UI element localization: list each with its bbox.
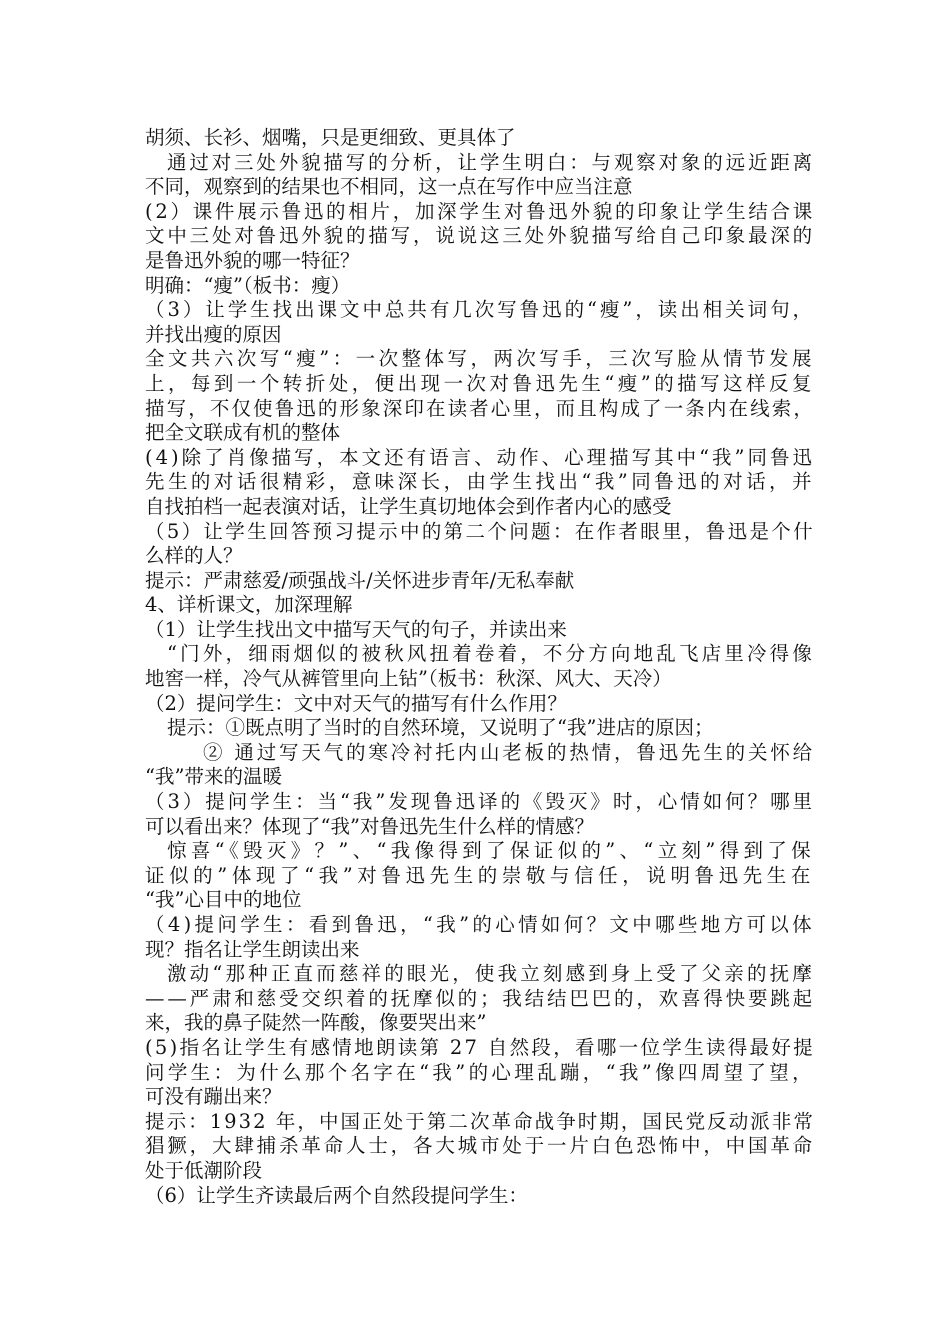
- text-line: 4、详析课文，加深理解: [145, 593, 353, 617]
- text-line: 地窖一样，冷气从裤管里向上钻”（板书：秋深、风大、天冷）: [145, 667, 672, 691]
- text-line: ——严肃和慈受交织着的抚摩似的；我结结巴巴的，欢喜得快要跳起: [145, 986, 815, 1010]
- text-line: 问学生：为什么那个名字在“我”的心理乱蹦，“我”像四周望了望，: [145, 1060, 815, 1084]
- text-line: 先生的对话很精彩，意味深长，由学生找出“我”同鲁迅的对话，并: [145, 470, 815, 494]
- text-line: （1）让学生找出文中描写天气的句子，并读出来: [145, 617, 567, 641]
- text-line: 全文共六次写“瘦”：一次整体写，两次写手，三次写脸从情节发展: [145, 347, 815, 371]
- text-line: 么样的人？: [145, 544, 243, 568]
- text-line: （6）让学生齐读最后两个自然段提问学生：: [145, 1183, 528, 1207]
- text-line: 自找拍档一起表演对话，让学生真切地体会到作者内心的感受: [145, 494, 672, 518]
- text-line: 激动“那种正直而慈祥的眼光，使我立刻感到身上受了父亲的抚摩: [167, 962, 815, 986]
- text-line: 胡须、长衫、烟嘴，只是更细致、更具体了: [145, 126, 516, 149]
- text-line: 现？指名让学生朗读出来: [145, 937, 360, 961]
- text-line: 通过对三处外貌描写的分析，让学生明白：与观察对象的远近距离: [167, 150, 815, 174]
- text-line: 上，每到一个转折处，便出现一次对鲁迅先生“瘦”的描写这样反复: [145, 371, 815, 395]
- text-line: 是鲁迅外貌的哪一特征？: [145, 248, 360, 272]
- text-line: （3）让学生找出课文中总共有几次写鲁迅的“瘦”，读出相关词句，: [145, 298, 815, 322]
- text-line: “门外，细雨烟似的被秋风扭着卷着，不分方向地乱飞店里冷得像: [167, 642, 815, 666]
- text-line: 把全文联成有机的整体: [145, 421, 341, 445]
- text-line: （4)提问学生：看到鲁迅，“我”的心情如何？文中哪些地方可以体: [145, 913, 815, 936]
- text-line: 证似的”体现了“我”对鲁迅先生的崇敬与信任，说明鲁迅先生在: [145, 863, 815, 887]
- text-line: “我”心目中的地位: [145, 888, 302, 912]
- text-line: 惊喜“《毁灭》？”、“我像得到了保证似的”、“立刻”得到了保: [167, 839, 815, 863]
- text-line: （3）提问学生：当“我”发现鲁迅译的《毁灭》时，心情如何？哪里: [145, 790, 815, 814]
- text-line: 并找出瘦的原因: [145, 322, 282, 346]
- text-line: ② 通过写天气的寒冷衬托内山老板的热情，鲁迅先生的关怀给: [203, 740, 815, 764]
- text-line: (5)指名让学生有感情地朗读第 27 自然段，看哪一位学生读得最好提: [145, 1035, 815, 1059]
- text-line: （5）让学生回答预习提示中的第二个问题：在作者眼里，鲁迅是个什: [145, 519, 815, 543]
- text-line: 不同，观察到的结果也不相同，这一点在写作中应当注意: [145, 175, 633, 199]
- text-line: 描写，不仅使鲁迅的形象深印在读者心里，而且构成了一条内在线索，: [145, 396, 815, 420]
- text-line: （2）提问学生：文中对天气的描写有什么作用？: [145, 691, 567, 715]
- text-line: 来，我的鼻子陡然一阵酸，像要哭出来”: [145, 1011, 487, 1035]
- text-line: 提示：严肃慈爱/顽强战斗/关怀进步青年/无私奉献: [145, 568, 575, 592]
- text-line: 文中三处对鲁迅外貌的描写，说说这三处外貌描写给自己印象最深的: [145, 224, 815, 248]
- text-line: 提示：①既点明了当时的自然环境，又说明了“我”进店的原因；: [167, 716, 714, 740]
- text-line: 明确：“瘦”（板书：瘦）: [145, 273, 351, 297]
- text-line: (2）课件展示鲁迅的相片，加深学生对鲁迅外貌的印象让学生结合课: [145, 199, 815, 223]
- text-line: 处于低潮阶段: [145, 1158, 263, 1182]
- text-line: 提示：1932 年，中国正处于第二次革命战争时期，国民党反动派非常: [145, 1109, 816, 1133]
- document-body: [145, 126, 815, 1208]
- text-line: (4)除了肖像描写，本文还有语言、动作、心理描写其中“我”同鲁迅: [145, 445, 815, 469]
- text-line: 可以看出来？体现了“我”对鲁迅先生什么样的情感？: [145, 814, 594, 838]
- text-line: 可没有蹦出来？: [145, 1085, 282, 1109]
- text-line: “我”带来的温暖: [145, 765, 282, 789]
- text-line: 猖獗，大肆捕杀革命人士，各大城市处于一片白色恐怖中，中国革命: [145, 1134, 815, 1158]
